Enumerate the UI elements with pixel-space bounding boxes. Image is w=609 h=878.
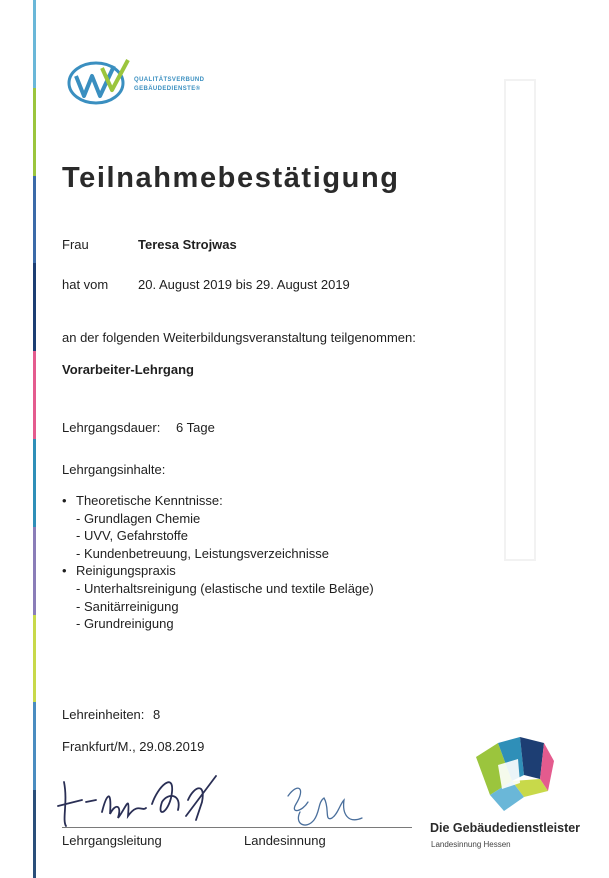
course-name: Vorarbeiter-Lehrgang: [62, 362, 194, 377]
watermark-graphic: [480, 40, 560, 600]
duration-label: Lehrgangsdauer:: [62, 420, 161, 435]
list-subitem: - Unterhaltsreinigung (elastische und textile Beläge): [76, 580, 374, 596]
signature-label-guild: Landesinnung: [244, 833, 326, 848]
intro-text: an der folgenden Weiterbildungsveranstaltung teilgenommen:: [62, 330, 416, 345]
brand-subtitle: Landesinnung Hessen: [431, 840, 511, 849]
document-title: Teilnahmebestätigung: [62, 162, 400, 194]
list-subitem: - Kundenbetreuung, Leistungsverzeichnisse: [76, 545, 329, 561]
logo-line-2: GEBÄUDEDIENSTE®: [134, 86, 201, 92]
list-subitem: - Sanitärreinigung: [76, 598, 179, 614]
contents-label: Lehrgangsinhalte:: [62, 462, 166, 477]
brand-name: Die Gebäudedienstleister: [430, 821, 581, 835]
duration-value: 6 Tage: [176, 420, 215, 435]
brand-ribbon-logo: [468, 735, 558, 815]
list-subitem: - UVV, Gefahrstoffe: [76, 528, 189, 544]
logo-line-1: QUALITÄTSVERBUND: [134, 77, 205, 83]
participant-name: Teresa Strojwas: [138, 237, 237, 252]
units-label: Lehreinheiten:: [62, 707, 145, 722]
period-dates: 20. August 2019 bis 29. August 2019: [138, 277, 350, 292]
logo-text: [134, 76, 204, 94]
signature-course-lead: [56, 762, 226, 832]
list-item-practice: • Reinigungspraxis: [62, 562, 374, 580]
signature-line: [62, 827, 412, 828]
units-value: 8: [153, 707, 161, 722]
list-subitem: - Grundlagen Chemie: [76, 510, 201, 526]
colored-side-stripe: [33, 0, 36, 878]
signature-label-lead: Lehrgangsleitung: [62, 833, 162, 848]
salutation: Frau: [62, 237, 89, 252]
place-date: Frankfurt/M., 29.08.2019: [62, 739, 205, 754]
signature-guild: [278, 778, 368, 838]
list-subitem: - Grundreinigung: [76, 616, 174, 632]
list-item-theory: • Theoretische Kenntnisse:: [62, 492, 374, 510]
contents-list: [62, 492, 374, 633]
period-label: hat vom: [62, 277, 109, 292]
